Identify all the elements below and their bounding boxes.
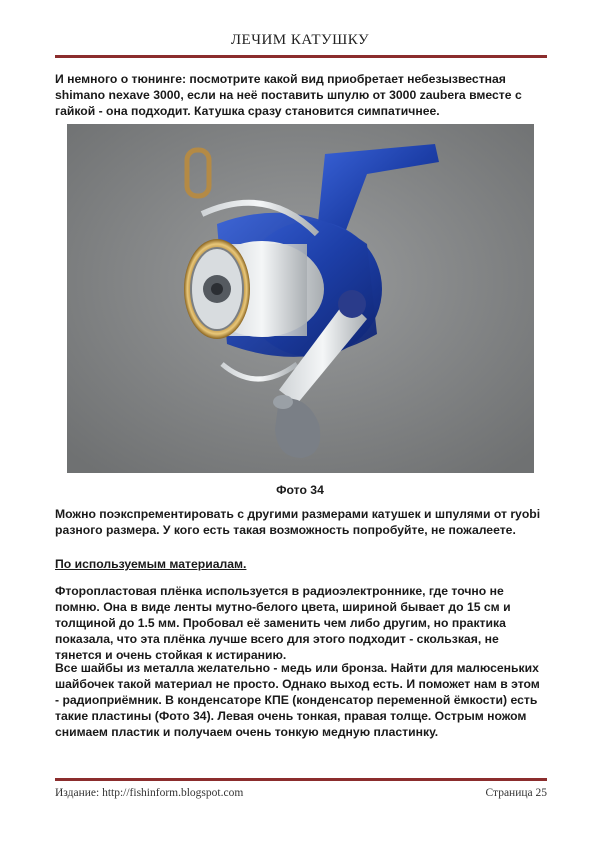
footer-divider bbox=[55, 778, 547, 781]
intro-paragraph: И немного о тюнинге: посмотрите какой вид приобретает небезызвестная shimano nexave 3000, если на неё поставить шпулю от 3000 zaubera вместе с гайкой - она подходит. Катушка сразу становится симпатичнее. bbox=[55, 72, 522, 118]
materials-heading: По используемым материалам. bbox=[55, 557, 247, 571]
spool bbox=[184, 239, 324, 339]
page-number: Страница 25 bbox=[485, 787, 547, 799]
photo-caption: Фото 34 bbox=[276, 483, 324, 497]
reel-photo bbox=[67, 124, 534, 473]
header-divider bbox=[55, 55, 547, 58]
page-title: ЛЕЧИМ КАТУШКУ bbox=[230, 32, 370, 48]
ftoroplast-paragraph: Фторопластовая плёнка используется в радиоэлектроннике, где точно не помню. Она в виде ленты мутно-белого цвета, шириной бывает до 15 см и толщиной до 1.5 мм. Пробовал её заменить чем либо другим, но практика показала, что эта плёнка лучше всего для этого подходит - скользкая, не тянется и очень стойкая к истиранию. bbox=[55, 584, 511, 662]
washers-paragraph: Все шайбы из металла желательно - медь или бронза. Найти для малюсеньких шайбочек такой материал не просто. Однако выход есть. И поможет нам в этом - радиоприёмник. В конденсаторе КПЕ (конденсатор переменной ёмкости) есть такие пластины (Фото 34). Левая очень тонкая, правая толще. Острым ножом снимаем пластик и получаем очень тонкую медную пластинку. bbox=[55, 661, 540, 739]
footer-source: Издание: http://fishinform.blogspot.com bbox=[55, 787, 244, 799]
experiment-paragraph: Можно поэкспрементировать с другими размерами катушек и шпулями от ryobi разного размера. У кого есть такая возможность попробуйте, не пожалеете. bbox=[55, 507, 541, 537]
